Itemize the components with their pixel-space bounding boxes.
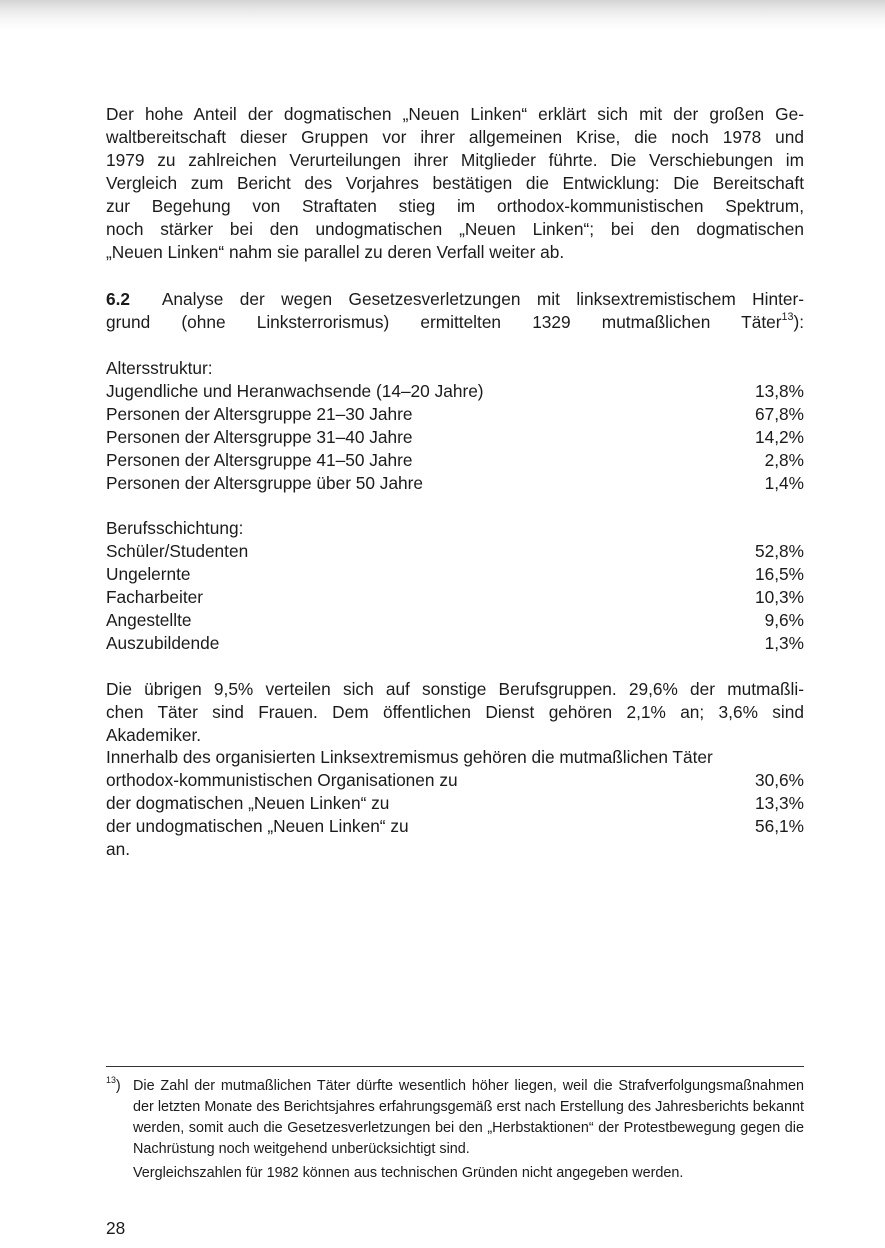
footnote-divider [106, 1066, 804, 1067]
row-label: der dogmatischen „Neuen Linken“ zu [106, 793, 390, 813]
table-row [106, 632, 804, 655]
intro-line: „Neuen Linken“ nahm sie parallel zu deren Verfall weiter ab. [106, 242, 565, 262]
row-value: 9,6% [764, 610, 804, 630]
section-heading [106, 288, 804, 334]
intro-paragraph [106, 103, 804, 264]
section-heading-line [106, 311, 804, 334]
row-value: 10,3% [754, 587, 804, 607]
intro-line: zur Begehung von Straftaten stieg im orthodox-kommunistischen Spektrum, [106, 196, 804, 216]
footnote-reference: 13 [781, 311, 794, 324]
row-label: Personen der Altersgruppe 31–40 Jahre [106, 427, 413, 447]
row-value: 56,1% [754, 816, 804, 836]
table-row [106, 792, 804, 815]
row-value: 1,3% [764, 633, 804, 653]
row-value: 13,8% [754, 381, 804, 401]
row-value: 2,8% [764, 450, 804, 470]
intro-line: Vergleich zum Bericht des Vorjahres bestätigen die Entwicklung: Die Bereitschaft [106, 173, 804, 193]
section-number: 6.2 [106, 289, 131, 309]
intro-line: 1979 zu zahlreichen Verurteilungen ihrer Mitglieder führte. Die Verschiebungen im [106, 150, 804, 170]
section-heading-end: ): [793, 312, 804, 332]
remarks-line: chen Täter sind Frauen. Dem öffentlichen Dienst gehören 2,1% an; 3,6% sind [106, 702, 804, 722]
row-label: Jugendliche und Heranwachsende (14–20 Jahre) [106, 381, 484, 401]
row-label: Ungelernte [106, 564, 191, 584]
table-row [106, 449, 804, 472]
footnote [106, 1076, 804, 1184]
row-label: Facharbeiter [106, 587, 204, 607]
table-row [106, 609, 804, 632]
intro-line: Der hohe Anteil der dogmatischen „Neuen Linken“ erklärt sich mit der großen Ge- [106, 104, 804, 124]
footnote-mark [106, 1076, 121, 1097]
footnote-extra-text: Vergleichszahlen für 1982 können aus technischen Gründen nicht angegeben werden. [133, 1165, 684, 1181]
remarks-line: Akademiker. [106, 725, 202, 745]
section-heading-text: Analyse der wegen Gesetzesverletzungen mit linksextremistischem Hinter- [161, 289, 804, 309]
table-row [106, 769, 804, 792]
intro-line: noch stärker bei den undogmatischen „Neuen Linken“; bei den dogmatischen [106, 219, 804, 239]
table-row [106, 815, 804, 838]
row-label: Personen der Altersgruppe 21–30 Jahre [106, 404, 413, 424]
section-heading-text: grund (ohne Linksterrorismus) ermittelten 1329 mutmaßlichen Täter [106, 312, 782, 332]
row-value: 16,5% [754, 564, 804, 584]
remarks-paragraph [106, 678, 804, 747]
row-value: 14,2% [754, 427, 804, 447]
table-row [106, 563, 804, 586]
row-value: 1,4% [764, 473, 804, 493]
scan-top-edge [0, 0, 885, 30]
section-heading-line [106, 288, 804, 311]
footnote-text: Die Zahl der mutmaßlichen Täter dürfte wesentlich höher liegen, weil die Strafverfolgungsmaßnahmen der letzten Monate des Berichtsjahres erfahrungsgemäß erst nach Erstellung des Jahresberichts bekannt werden, somit auch die Gesetzesverletzungen bei den „Herbstaktionen“ der Protestbewegung gegen die Nachrüstung noch weitgehend unberücksichtigt sind. [133, 1078, 804, 1157]
table-row [106, 426, 804, 449]
row-value: 52,8% [754, 541, 804, 561]
table-row [106, 540, 804, 563]
row-label: orthodox-kommunistischen Organisationen zu [106, 770, 458, 790]
row-value: 30,6% [754, 770, 804, 790]
footnote-mark-suffix: ) [115, 1078, 121, 1094]
remarks-line: Die übrigen 9,5% verteilen sich auf sonstige Berufsgruppen. 29,6% der mutmaßli- [106, 679, 804, 699]
table-row [106, 403, 804, 426]
row-label: Auszubildende [106, 633, 220, 653]
row-label: Personen der Altersgruppe über 50 Jahre [106, 473, 424, 493]
organization-closing: an. [106, 839, 131, 859]
age-structure-title: Altersstruktur: [106, 358, 213, 378]
row-value: 67,8% [754, 404, 804, 424]
footnote-number: 13 [106, 1075, 116, 1086]
row-value: 13,3% [754, 793, 804, 813]
row-label: Personen der Altersgruppe 41–50 Jahre [106, 450, 413, 470]
profession-structure-title: Berufsschichtung: [106, 518, 244, 538]
table-row [106, 380, 804, 403]
intro-line: waltbereitschaft dieser Gruppen vor ihrer allgemeinen Krise, die noch 1978 und [106, 127, 804, 147]
row-label: Schüler/Studenten [106, 541, 249, 561]
page-number: 28 [106, 1218, 126, 1238]
table-row [106, 472, 804, 495]
table-row [106, 586, 804, 609]
organization-intro: Innerhalb des organisierten Linksextremismus gehören die mutmaßlichen Täter [106, 747, 713, 767]
row-label: Angestellte [106, 610, 192, 630]
row-label: der undogmatischen „Neuen Linken“ zu [106, 816, 409, 836]
